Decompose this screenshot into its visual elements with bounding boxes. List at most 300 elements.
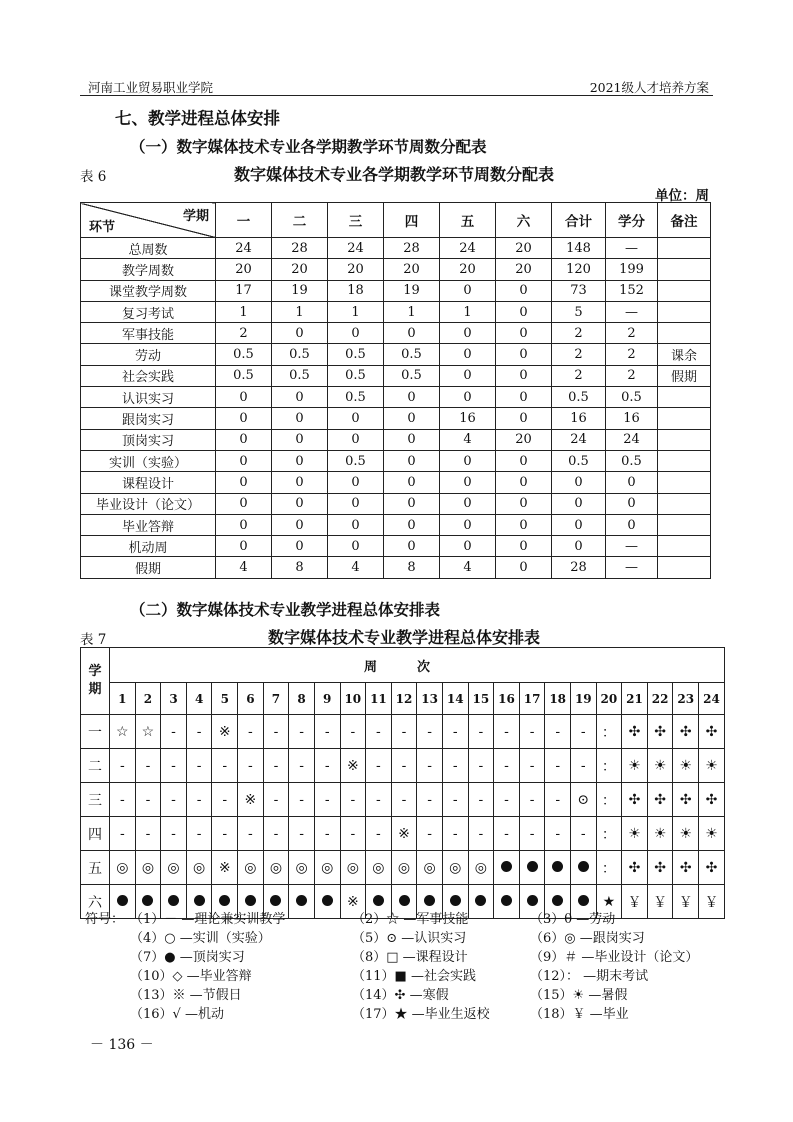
- table-cell: 0: [216, 493, 272, 514]
- schedule-cell: ✣: [673, 851, 699, 885]
- table-cell: 0.5: [552, 450, 606, 471]
- schedule-cell: -: [391, 749, 417, 783]
- black-dot-icon: [527, 861, 538, 872]
- table-row: [81, 536, 711, 557]
- schedule-cell: -: [238, 817, 264, 851]
- table-row: [81, 472, 711, 493]
- legend-label: 符号：: [85, 912, 125, 927]
- schedule-cell: ☆: [110, 715, 136, 749]
- legend-item: （9）＃ —毕业设计（论文）: [530, 950, 699, 965]
- table-cell: 20: [272, 259, 328, 280]
- schedule-cell: -: [161, 749, 187, 783]
- table-row: [81, 493, 711, 514]
- segment-name-cell: 认识实习: [81, 387, 216, 408]
- schedule-cell: -: [289, 817, 315, 851]
- table-cell: 0: [272, 472, 328, 493]
- legend-item: （6）◎ —跟岗实习: [530, 931, 645, 946]
- table-cell: 24: [440, 238, 496, 259]
- segment-name-cell: 实训（实验）: [81, 450, 216, 471]
- legend-item: （8）□ —课程设计: [352, 950, 468, 965]
- table-cell: 0: [328, 536, 384, 557]
- schedule-cell: -: [417, 817, 443, 851]
- week-number: 21: [622, 683, 648, 715]
- table-cell: 0: [496, 514, 552, 535]
- table-cell: 0: [606, 514, 658, 535]
- segment-name-cell: 假期: [81, 557, 216, 578]
- table-cell: 0: [272, 493, 328, 514]
- table-cell: 4: [440, 429, 496, 450]
- table-cell: 120: [552, 259, 606, 280]
- schedule-cell: -: [263, 715, 289, 749]
- schedule-cell: -: [161, 715, 187, 749]
- table-cell: —: [606, 301, 658, 322]
- corner-segment-label: 环节: [89, 220, 116, 235]
- schedule-cell: ☀: [699, 817, 725, 851]
- table-cell: 20: [496, 238, 552, 259]
- table7-title: 数字媒体技术专业教学进程总体安排表: [268, 628, 541, 647]
- week-number: 23: [673, 683, 699, 715]
- header-school: 河南工业贸易职业学院: [88, 80, 214, 95]
- subsection-title-1: （一）数字媒体技术专业各学期教学环节周数分配表: [130, 137, 487, 156]
- schedule-cell: ◎: [186, 851, 212, 885]
- schedule-cell: -: [289, 749, 315, 783]
- schedule-cell: -: [238, 715, 264, 749]
- schedule-cell: [468, 885, 494, 919]
- week-number: 2: [135, 683, 161, 715]
- table-cell: 28: [272, 238, 328, 259]
- week-number: 1: [110, 683, 136, 715]
- schedule-cell: -: [186, 715, 212, 749]
- schedule-cell: ✣: [699, 715, 725, 749]
- schedule-cell: -: [110, 783, 136, 817]
- table-cell: [658, 238, 711, 259]
- table-cell: 0.5: [384, 344, 440, 365]
- table-row: [81, 280, 711, 301]
- week-number: 4: [186, 683, 212, 715]
- table-cell: 20: [216, 259, 272, 280]
- table-row: [81, 387, 711, 408]
- schedule-cell: ☀: [622, 749, 648, 783]
- week-number: 22: [647, 683, 673, 715]
- table-cell: 0: [606, 472, 658, 493]
- legend-item: （15）☀ —暑假: [530, 988, 628, 1003]
- table-cell: 假期: [658, 365, 711, 386]
- table-cell: 0: [216, 387, 272, 408]
- table-cell: 0: [216, 450, 272, 471]
- schedule-cell: ✣: [647, 715, 673, 749]
- term-label: 六: [81, 885, 110, 919]
- schedule-cell: -: [442, 749, 468, 783]
- table-cell: 0: [272, 387, 328, 408]
- schedule-cell: ￥: [647, 885, 673, 919]
- table-cell: 0: [216, 514, 272, 535]
- week-number: 7: [263, 683, 289, 715]
- black-dot-icon: [399, 895, 410, 906]
- week-number: 18: [545, 683, 571, 715]
- col-header: 三: [328, 203, 384, 238]
- table-cell: [658, 450, 711, 471]
- term-label: 一: [81, 715, 110, 749]
- schedule-cell: -: [110, 749, 136, 783]
- schedule-cell: ※: [340, 749, 366, 783]
- table-cell: 0: [440, 280, 496, 301]
- table-cell: 20: [328, 259, 384, 280]
- table-cell: 0: [272, 450, 328, 471]
- table-cell: [658, 301, 711, 322]
- table-cell: 0: [440, 536, 496, 557]
- week-number: 11: [366, 683, 392, 715]
- table-cell: 0: [384, 536, 440, 557]
- schedule-cell: -: [494, 817, 520, 851]
- schedule-cell: ※: [238, 783, 264, 817]
- week-number: 19: [570, 683, 596, 715]
- table-cell: 2: [552, 365, 606, 386]
- schedule-cell: -: [442, 783, 468, 817]
- week-number: 12: [391, 683, 417, 715]
- schedule-cell: ★: [596, 885, 622, 919]
- schedule-cell: [570, 851, 596, 885]
- table-cell: 0.5: [216, 365, 272, 386]
- table-cell: 73: [552, 280, 606, 301]
- col-header: 一: [216, 203, 272, 238]
- table-cell: 0: [216, 408, 272, 429]
- schedule-cell: ◎: [110, 851, 136, 885]
- schedule-cell: -: [417, 715, 443, 749]
- table-cell: 0: [496, 280, 552, 301]
- table-cell: [658, 557, 711, 578]
- table-cell: 0: [272, 429, 328, 450]
- page-number: － 136 －: [90, 1037, 154, 1053]
- table-cell: —: [606, 536, 658, 557]
- table-cell: 24: [216, 238, 272, 259]
- schedule-cell: -: [519, 817, 545, 851]
- schedule-cell: ◎: [238, 851, 264, 885]
- legend-item: （3）θ —劳动: [530, 912, 616, 927]
- schedule-table: [80, 647, 725, 919]
- term-label: 二: [81, 749, 110, 783]
- table-cell: [658, 280, 711, 301]
- week-number-row: [81, 683, 725, 715]
- schedule-cell: ✣: [622, 851, 648, 885]
- table-cell: 0: [272, 514, 328, 535]
- week-header: 周次: [110, 648, 725, 683]
- table-cell: 24: [552, 429, 606, 450]
- schedule-cell: ✣: [699, 851, 725, 885]
- schedule-cell: -: [545, 817, 571, 851]
- black-dot-icon: [552, 861, 563, 872]
- schedule-cell: ✣: [673, 715, 699, 749]
- black-dot-icon: [245, 895, 256, 906]
- black-dot-icon: [552, 895, 563, 906]
- schedule-cell: -: [135, 783, 161, 817]
- table7-label: 表 7: [80, 632, 107, 648]
- week-number: 10: [340, 683, 366, 715]
- schedule-cell: ✣: [647, 783, 673, 817]
- schedule-cell: -: [263, 749, 289, 783]
- schedule-cell: -: [186, 749, 212, 783]
- term-label: 三: [81, 783, 110, 817]
- schedule-cell: ◎: [314, 851, 340, 885]
- schedule-cell: ◎: [366, 851, 392, 885]
- segment-name-cell: 劳动: [81, 344, 216, 365]
- schedule-cell: ☀: [673, 749, 699, 783]
- table-cell: 0.5: [384, 365, 440, 386]
- schedule-cell: ◎: [263, 851, 289, 885]
- term-label: 五: [81, 851, 110, 885]
- week-number: 3: [161, 683, 187, 715]
- table-cell: 0: [552, 472, 606, 493]
- table-cell: 0.5: [272, 344, 328, 365]
- schedule-cell: -: [366, 749, 392, 783]
- schedule-cell: ◎: [135, 851, 161, 885]
- segment-name-cell: 课堂教学周数: [81, 280, 216, 301]
- legend-item: （7）● —顶岗实习: [130, 950, 245, 965]
- table-cell: 0: [496, 557, 552, 578]
- schedule-cell: [494, 851, 520, 885]
- schedule-cell: -: [314, 817, 340, 851]
- col-header: 学分: [606, 203, 658, 238]
- legend-item: （14）✣ —寒假: [352, 988, 449, 1003]
- segment-name-cell: 总周数: [81, 238, 216, 259]
- table-cell: 0: [440, 323, 496, 344]
- table-cell: 1: [328, 301, 384, 322]
- schedule-cell: -: [570, 749, 596, 783]
- table-cell: 0: [328, 429, 384, 450]
- schedule-cell: -: [570, 715, 596, 749]
- table-cell: 0.5: [606, 387, 658, 408]
- schedule-cell: ✣: [699, 783, 725, 817]
- table6-title: 数字媒体技术专业各学期教学环节周数分配表: [234, 165, 555, 184]
- black-dot-icon: [501, 861, 512, 872]
- schedule-cell: ：: [596, 851, 622, 885]
- schedule-cell: ◎: [468, 851, 494, 885]
- table-row: [81, 408, 711, 429]
- week-number: 13: [417, 683, 443, 715]
- schedule-cell: ☀: [647, 749, 673, 783]
- table-cell: [658, 493, 711, 514]
- schedule-cell: -: [545, 715, 571, 749]
- schedule-cell: ※: [391, 817, 417, 851]
- col-header: 备注: [658, 203, 711, 238]
- schedule-cell: -: [570, 817, 596, 851]
- schedule-cell: -: [519, 749, 545, 783]
- page-header: [80, 76, 713, 94]
- table-cell: 0: [440, 365, 496, 386]
- table-cell: 0: [440, 450, 496, 471]
- schedule-cell: ※: [340, 885, 366, 919]
- table-cell: 1: [440, 301, 496, 322]
- schedule-cell: ※: [212, 851, 238, 885]
- black-dot-icon: [424, 895, 435, 906]
- segment-name-cell: 复习考试: [81, 301, 216, 322]
- week-allocation-table: [80, 202, 711, 579]
- table-cell: 0: [328, 514, 384, 535]
- schedule-cell: [545, 851, 571, 885]
- schedule-cell: ：: [596, 817, 622, 851]
- schedule-cell: -: [135, 817, 161, 851]
- term-label: 四: [81, 817, 110, 851]
- table-cell: [658, 387, 711, 408]
- table-row: [81, 365, 711, 386]
- legend-item: （11）■ —社会实践: [352, 969, 476, 984]
- schedule-cell: -: [366, 817, 392, 851]
- table-cell: 0: [496, 450, 552, 471]
- table6-header-row: [81, 203, 711, 238]
- table-cell: 0: [496, 344, 552, 365]
- table-cell: 0: [328, 493, 384, 514]
- subsection-title-2: （二）数字媒体技术专业教学进程总体安排表: [130, 600, 441, 619]
- table-cell: —: [606, 557, 658, 578]
- schedule-cell: -: [442, 715, 468, 749]
- table-cell: 0: [384, 387, 440, 408]
- week-number: 8: [289, 683, 315, 715]
- table-cell: 0: [216, 429, 272, 450]
- table-cell: 0: [384, 514, 440, 535]
- schedule-cell: -: [366, 783, 392, 817]
- table-cell: 0.5: [606, 450, 658, 471]
- schedule-cell: -: [212, 783, 238, 817]
- corner-term-label: 学期: [182, 209, 209, 224]
- table-cell: 0: [440, 344, 496, 365]
- table-cell: [658, 514, 711, 535]
- section-title: 七、教学进程总体安排: [115, 109, 280, 128]
- schedule-cell: ✣: [622, 783, 648, 817]
- table7-header-row: [81, 648, 725, 683]
- segment-name-cell: 社会实践: [81, 365, 216, 386]
- table-cell: 0: [440, 472, 496, 493]
- schedule-cell: -: [545, 783, 571, 817]
- schedule-cell: ◎: [391, 851, 417, 885]
- table-cell: 0: [552, 536, 606, 557]
- table-cell: 2: [552, 344, 606, 365]
- table-cell: 1: [272, 301, 328, 322]
- table-cell: 0: [384, 408, 440, 429]
- schedule-cell: -: [366, 715, 392, 749]
- table-cell: 20: [496, 429, 552, 450]
- table-cell: 0.5: [328, 387, 384, 408]
- schedule-cell: ◎: [340, 851, 366, 885]
- table-cell: 148: [552, 238, 606, 259]
- table-cell: 1: [384, 301, 440, 322]
- schedule-cell: -: [468, 817, 494, 851]
- schedule-cell: ￥: [622, 885, 648, 919]
- table-cell: 19: [384, 280, 440, 301]
- table-cell: 2: [606, 365, 658, 386]
- table-cell: 0: [328, 472, 384, 493]
- col-header: 二: [272, 203, 328, 238]
- table6-corner-cell: [81, 203, 216, 238]
- schedule-cell: -: [289, 715, 315, 749]
- schedule-cell: -: [519, 715, 545, 749]
- schedule-cell: ￥: [699, 885, 725, 919]
- col-header: 四: [384, 203, 440, 238]
- schedule-cell: -: [391, 783, 417, 817]
- schedule-cell: -: [238, 749, 264, 783]
- table-cell: 0: [496, 408, 552, 429]
- segment-name-cell: 毕业答辩: [81, 514, 216, 535]
- legend-item: （18）￥ —毕业: [530, 1007, 629, 1022]
- segment-name-cell: 跟岗实习: [81, 408, 216, 429]
- schedule-cell: -: [212, 817, 238, 851]
- table-row: [81, 514, 711, 535]
- schedule-cell: ✣: [622, 715, 648, 749]
- table6-label: 表 6: [80, 169, 107, 185]
- week-number: 14: [442, 683, 468, 715]
- schedule-cell: -: [314, 783, 340, 817]
- schedule-cell: -: [468, 783, 494, 817]
- table-cell: [658, 429, 711, 450]
- legend-item: （5）⊙ —认识实习: [352, 931, 467, 946]
- table-cell: 2: [606, 344, 658, 365]
- table-cell: 0.5: [216, 344, 272, 365]
- black-dot-icon: [578, 861, 589, 872]
- table-row: [81, 344, 711, 365]
- legend-item: （10）◇ —毕业答辩: [130, 969, 252, 984]
- schedule-cell: -: [442, 817, 468, 851]
- week-number: 16: [494, 683, 520, 715]
- table-cell: 16: [440, 408, 496, 429]
- black-dot-icon: [219, 895, 230, 906]
- table-cell: [658, 472, 711, 493]
- term-row: [81, 749, 725, 783]
- schedule-cell: ：: [596, 749, 622, 783]
- schedule-cell: -: [340, 817, 366, 851]
- table-cell: 0: [496, 387, 552, 408]
- table-cell: 2: [552, 323, 606, 344]
- black-dot-icon: [475, 895, 486, 906]
- table6-unit: 单位：周: [655, 188, 709, 204]
- schedule-cell: ☀: [699, 749, 725, 783]
- term-row: [81, 715, 725, 749]
- table-row: [81, 301, 711, 322]
- schedule-cell: ◎: [442, 851, 468, 885]
- table-cell: 0: [496, 365, 552, 386]
- schedule-cell: -: [417, 749, 443, 783]
- segment-name-cell: 课程设计: [81, 472, 216, 493]
- table-cell: 152: [606, 280, 658, 301]
- segment-name-cell: 教学周数: [81, 259, 216, 280]
- table-cell: 0: [496, 301, 552, 322]
- schedule-cell: ☀: [622, 817, 648, 851]
- header-divider: [80, 95, 713, 96]
- schedule-cell: [519, 851, 545, 885]
- table-cell: 8: [384, 557, 440, 578]
- schedule-cell: -: [263, 783, 289, 817]
- table-cell: 4: [328, 557, 384, 578]
- schedule-cell: -: [161, 783, 187, 817]
- black-dot-icon: [450, 895, 461, 906]
- table-cell: 0: [272, 408, 328, 429]
- table-cell: 0: [216, 536, 272, 557]
- legend-item: （4）○ —实训（实验）: [130, 931, 271, 946]
- table-row: [81, 429, 711, 450]
- legend-item: （17）★ —毕业生返校: [352, 1007, 490, 1022]
- schedule-cell: -: [289, 783, 315, 817]
- schedule-cell: ◎: [417, 851, 443, 885]
- term-row: [81, 817, 725, 851]
- table-row: [81, 557, 711, 578]
- schedule-cell: -: [519, 783, 545, 817]
- schedule-cell: [314, 885, 340, 919]
- table-cell: 24: [328, 238, 384, 259]
- schedule-cell: ☀: [673, 817, 699, 851]
- table-cell: 0: [440, 514, 496, 535]
- week-number: 20: [596, 683, 622, 715]
- schedule-cell: ◎: [289, 851, 315, 885]
- schedule-cell: ☆: [135, 715, 161, 749]
- table-cell: 20: [440, 259, 496, 280]
- table-cell: 0: [496, 493, 552, 514]
